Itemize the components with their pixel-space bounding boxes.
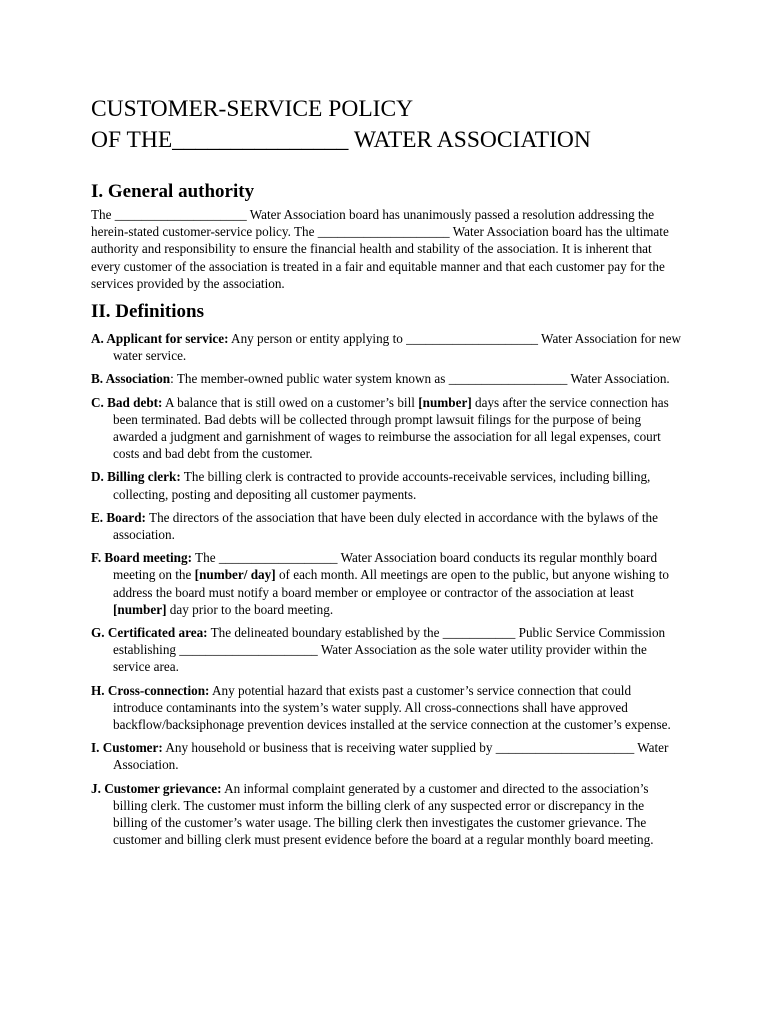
definition-applicant-for-service (91, 330, 681, 364)
definition-text: An informal complaint generated by a customer and directed to the association’s billing clerk. The customer must inform the billing clerk of any suspected error or discrepancy in the billing of the customer’s water usage. The billing clerk then investigates the customer grievance. The customer and billing clerk must present evidence before the board at a regular monthly board meeting. (113, 780, 654, 848)
definition-term: B. Association (91, 371, 171, 387)
definition-text: of each month. All meetings are open to the public, but anyone wishing to address the board must notify a board member or employee or contractor of the association at least (113, 567, 669, 600)
definition-text: day prior to the board meeting. (166, 601, 334, 617)
definition-customer-grievance (91, 780, 681, 849)
definition-text: Any potential hazard that exists past a customer’s service connection that could introduce contaminants into the system’s water supply. All cross-connections shall have approved backflow/backsiphonage prevention devices installed at the service connection at the customer’s expense. (113, 682, 671, 733)
title-line-2: OF THE_______________ WATER ASSOCIATION (91, 127, 591, 153)
definition-text: A balance that is still owed on a customer’s bill (162, 394, 419, 410)
placeholder-number: [number] (113, 601, 167, 617)
definition-text: The __________________ Water Association board conducts its regular monthly board meeting on the (113, 550, 658, 583)
definition-board-meeting (91, 549, 681, 618)
definition-term: E. Board: (91, 509, 146, 525)
title-line-1: CUSTOMER-SERVICE POLICY (91, 96, 414, 122)
definition-text: Any household or business that is receiving water supplied by _____________________ Water Association. (113, 740, 669, 773)
definition-cross-connection (91, 682, 681, 734)
definition-text: Any person or entity applying to ____________________ Water Association for new water service. (113, 331, 681, 364)
placeholder-number: [number] (418, 394, 472, 410)
definition-term: I. Customer: (91, 740, 163, 756)
section-heading-general-authority: I. General authority (91, 181, 255, 202)
definition-term: A. Applicant for service: (91, 331, 229, 347)
definition-bad-debt (91, 394, 681, 463)
definition-term: J. Customer grievance: (91, 780, 222, 796)
document-title (91, 94, 681, 156)
definition-term: D. Billing clerk: (91, 469, 181, 485)
definition-customer (91, 739, 681, 773)
definition-text: The billing clerk is contracted to provide accounts-receivable services, including billing, collecting, posting and depositing all customer payments. (113, 469, 651, 502)
definition-text: : The member-owned public water system known as __________________ Water Association. (170, 371, 670, 387)
definitions-list (91, 330, 681, 848)
definition-billing-clerk (91, 468, 681, 502)
definition-text: The directors of the association that have been duly elected in accordance with the bylaws of the association. (113, 509, 658, 543)
definition-text: The delineated boundary established by the ___________ Public Service Commission establishing _____________________ Water Association as the sole water utility provider within the service area. (113, 625, 666, 675)
definition-association (91, 370, 681, 387)
placeholder-number-day: [number/ day] (194, 567, 276, 583)
section-heading-definitions: II. Definitions (91, 301, 204, 323)
definition-term: F. Board meeting: (91, 550, 192, 566)
definition-term: G. Certificated area: (91, 625, 208, 641)
definition-text: days after the service connection has been terminated. Bad debts will be collected through prompt lawsuit filings for the purpose of being awarded a judgment and garnishment of wages to reimburse the association for all legal expenses, court costs and bad debt from the customer. (113, 394, 669, 462)
definition-term: C. Bad debt: (91, 394, 163, 410)
definition-board (91, 509, 681, 543)
definition-term: H. Cross-connection: (91, 682, 210, 698)
document-page (91, 94, 681, 855)
definition-certificated-area (91, 624, 681, 676)
general-authority-paragraph: The ____________________ Water Association board has unanimously passed a resolution addressing the herein-stated customer-service policy. The ____________________ Water Association board has the ultimate authority and responsibility to ensure the financial health and stability of the association. It is inherent that every customer of the association is treated in a fair and equitable manner and that each customer pay for the services provided by the association. (91, 207, 669, 291)
